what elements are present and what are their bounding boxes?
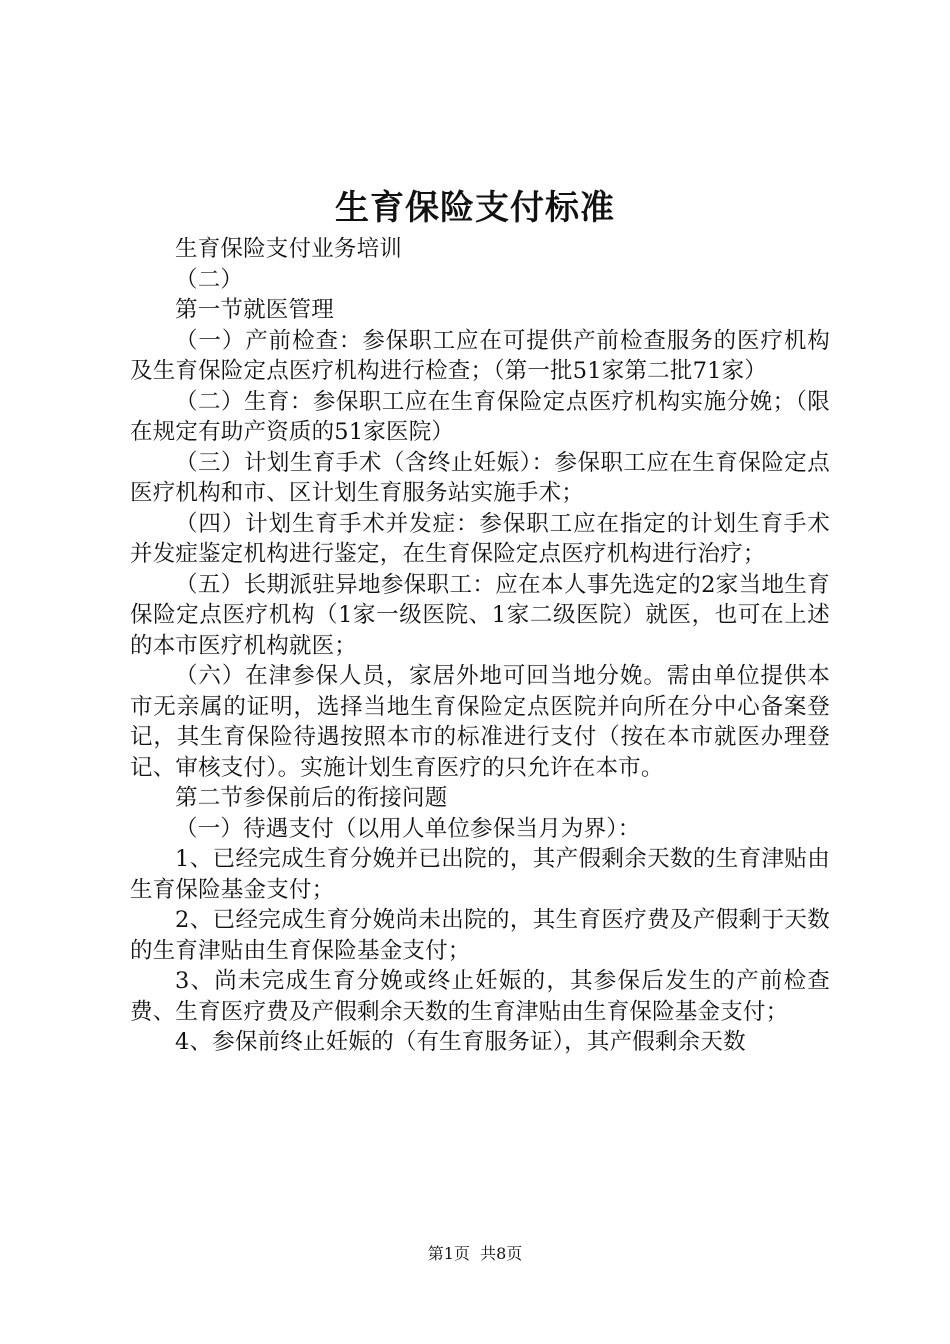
paragraph: （四）计划生育手术并发症：参保职工应在指定的计划生育手术并发症鉴定机构进行鉴定，在生育保险定点医疗机构进行治疗； [130,510,830,567]
paragraph: 3、尚未完成生育分娩或终止妊娠的，其参保后发生的产前检查费、生育医疗费及产假剩余天数的生育津贴由生育保险基金支付； [130,968,830,1025]
page-total: 共8页 [480,1244,523,1263]
page-footer [0,1244,950,1264]
paragraph: 4、参保前终止妊娠的（有生育服务证），其产假剩余天数 [175,1029,746,1055]
paragraph-subtitle: 生育保险支付业务培训 [175,236,403,262]
paragraph: （三）计划生育手术（含终止妊娠）：参保职工应在生育保险定点医疗机构和市、区计划生育服务站实施手术； [130,449,830,506]
paragraph: 2、已经完成生育分娩尚未出院的，其生育医疗费及产假剩于天数的生育津贴由生育保险基金支付； [130,907,830,964]
footer-separator [470,1244,480,1263]
section-heading-1: 第一节就医管理 [175,297,334,323]
paragraph: 1、已经完成生育分娩并已出院的，其产假剩余天数的生育津贴由生育保险基金支付； [130,846,830,903]
paragraph: （二）生育：参保职工应在生育保险定点医疗机构实施分娩；（限在规定有助产资质的51家医院） [130,388,830,445]
paragraph: （五）长期派驻异地参保职工：应在本人事先选定的2家当地生育保险定点医疗机构（1家一级医院、1家二级医院）就医，也可在上述的本市医疗机构就医； [130,571,830,659]
section-heading-2: 第二节参保前后的衔接问题 [175,785,448,811]
paragraph: （六）在津参保人员，家居外地可回当地分娩。需由单位提供本市无亲属的证明，选择当地生育保险定点医院并向所在分中心备案登记，其生育保险待遇按照本市的标准进行支付（按在本市就医办理登记、审核支付）。实施计划生育医疗的只允许在本市。 [130,663,830,781]
paragraph: （一）产前检查：参保职工应在可提供产前检查服务的医疗机构及生育保险定点医疗机构进行检查；（第一批51家第二批71家） [130,327,830,384]
document-title: 生育保险支付标准 [335,188,615,228]
page-number: 第1页 [427,1244,470,1263]
paragraph: （一）待遇支付（以用人单位参保当月为界）： [175,815,641,842]
document-body [130,234,830,1058]
paragraph-part-number: （二） [175,266,244,293]
